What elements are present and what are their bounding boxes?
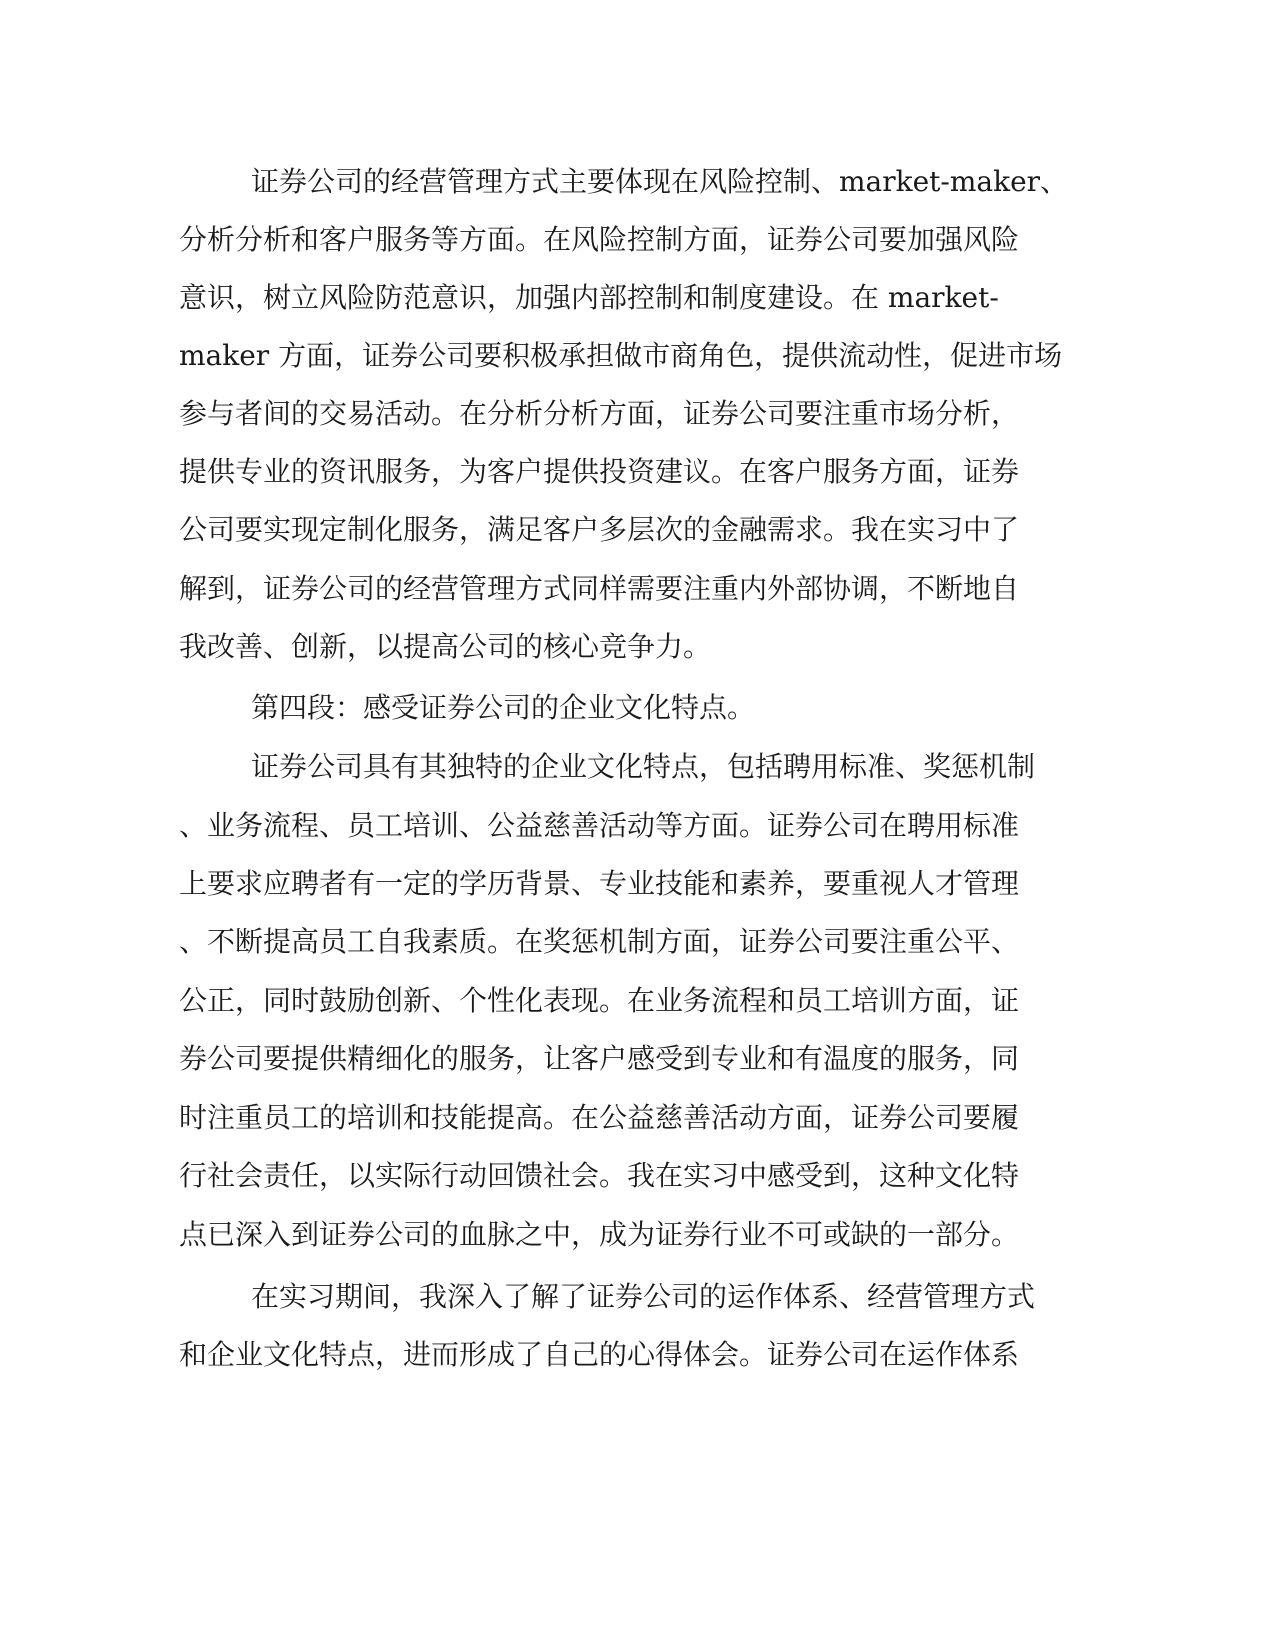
text-line: 意识，树立风险防范意识，加强内部控制和制度建设。在 market- <box>179 281 999 314</box>
text-line: 点已深入到证券公司的血脉之中，成为证券行业不可或缺的一部分。 <box>179 1218 1020 1251</box>
text-line: 时注重员工的培训和技能提高。在公益慈善活动方面，证券公司要履 <box>179 1101 1020 1134</box>
text-line: 提供专业的资讯服务，为客户提供投资建议。在客户服务方面，证券 <box>179 455 1020 488</box>
text-line: 参与者间的交易活动。在分析分析方面，证券公司要注重市场分析， <box>179 397 1020 430</box>
text-line: maker 方面，证券公司要积极承担做市商角色，提供流动性，促进市场 <box>179 339 1063 372</box>
text-line: 、不断提高员工自我素质。在奖惩机制方面，证券公司要注重公平、 <box>179 925 1020 958</box>
text-line: 、业务流程、员工培训、公益慈善活动等方面。证券公司在聘用标准 <box>179 809 1020 842</box>
text-line: 行社会责任，以实际行动回馈社会。我在实习中感受到，这种文化特 <box>179 1159 1020 1192</box>
text-line: 和企业文化特点，进而形成了自己的心得体会。证券公司在运作体系 <box>179 1338 1020 1371</box>
text-line: 公司要实现定制化服务，满足客户多层次的金融需求。我在实习中了 <box>179 513 1020 546</box>
text-line: 公正，同时鼓励创新、个性化表现。在业务流程和员工培训方面，证 <box>179 984 1020 1017</box>
text-line: 解到，证券公司的经营管理方式同样需要注重内外部协调，不断地自 <box>179 572 1020 605</box>
text-line: 上要求应聘者有一定的学历背景、专业技能和素养，要重视人才管理 <box>179 867 1020 900</box>
text-line: 证券公司具有其独特的企业文化特点，包括聘用标准、奖惩机制 <box>251 750 1036 783</box>
text-line: 在实习期间，我深入了解了证券公司的运作体系、经营管理方式 <box>251 1280 1036 1313</box>
text-line: 证券公司的经营管理方式主要体现在风险控制、market-maker、 <box>251 165 1069 198</box>
text-line: 我改善、创新，以提高公司的核心竞争力。 <box>179 630 712 663</box>
text-line: 分析分析和客户服务等方面。在风险控制方面，证券公司要加强风险 <box>179 223 1020 256</box>
text-line: 券公司要提供精细化的服务，让客户感受到专业和有温度的服务，同 <box>179 1042 1020 1075</box>
section-heading: 第四段：感受证券公司的企业文化特点。 <box>251 691 756 724</box>
